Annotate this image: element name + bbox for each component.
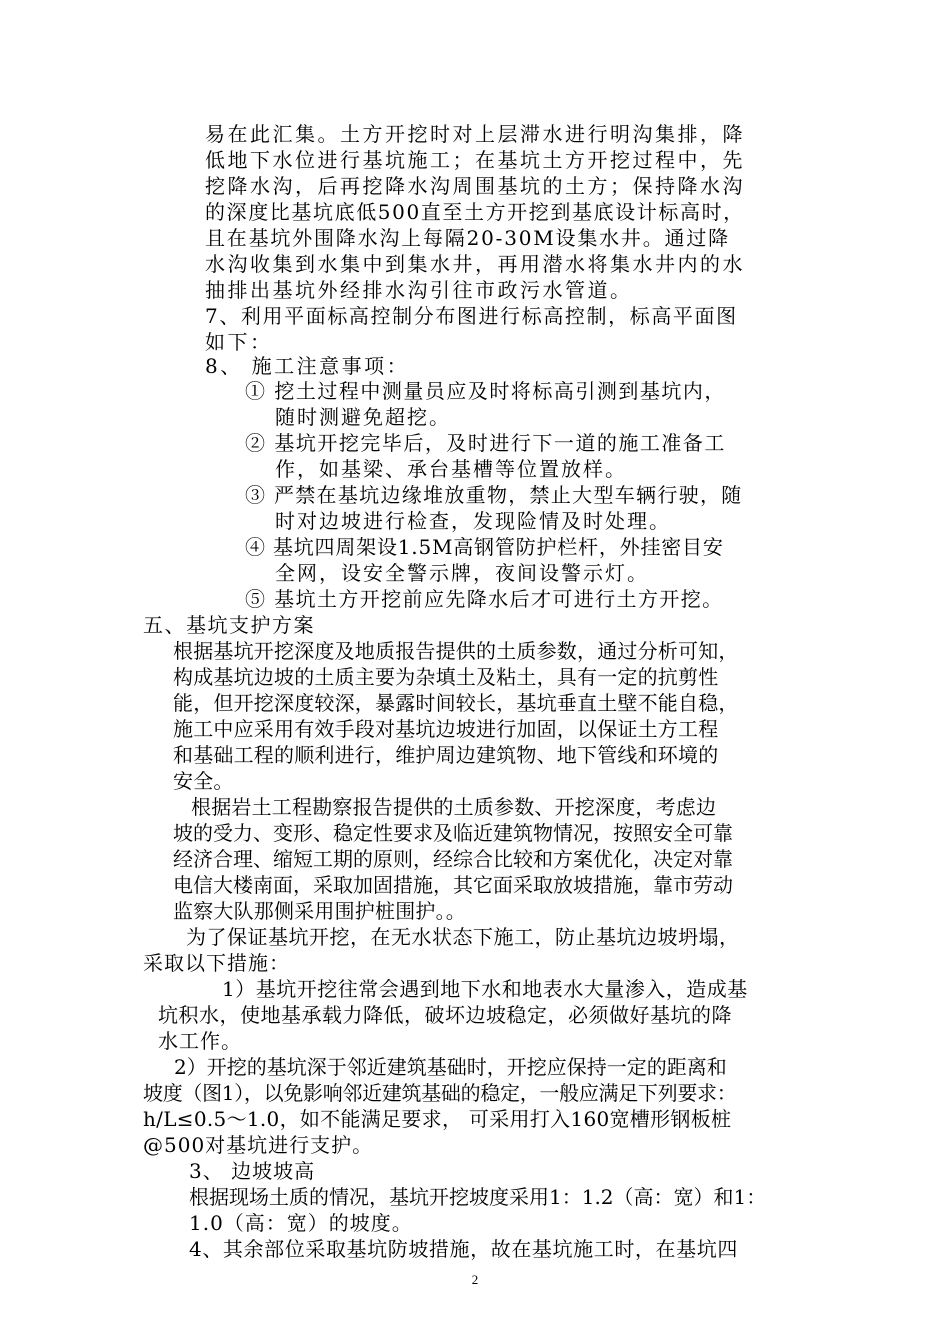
text-line: 根据基坑开挖深度及地质报告提供的土质参数，通过分析可知， — [173, 639, 739, 663]
text-line: 7、利用平面标高控制分布图进行标高控制，标高平面图 — [205, 304, 738, 328]
section-heading: 五、基坑支护方案 — [143, 613, 315, 637]
list-item: ① 挖土过程中测量员应及时将标高引测到基坑内， — [245, 379, 726, 403]
list-item: ② 基坑开挖完毕后，及时进行下一道的施工准备工 — [245, 431, 726, 455]
list-heading: 8、 施工注意事项： — [205, 354, 410, 378]
text-line: 坡度（图1），以免影响邻近建筑基础的稳定，一般应满足下列要求： — [143, 1081, 737, 1105]
text-line: 和基础工程的顺利进行，维护周边建筑物、地下管线和环境的 — [173, 743, 719, 767]
text-line: 易在此汇集。土方开挖时对上层滞水进行明沟集排，降 — [205, 122, 745, 146]
text-line: 根据现场土质的情况，基坑开挖坡度采用1：1.2（高：宽）和1： — [189, 1185, 767, 1209]
text-line: 坑积水，使地基承载力降低，破坏边坡稳定，必须做好基坑的降 — [158, 1003, 732, 1027]
text-line: 1）基坑开挖往常会遇到地下水和地表水大量渗入，造成基 — [222, 977, 748, 1001]
text-line: 如下： — [205, 330, 273, 354]
text-line: 施工中应采用有效手段对基坑边坡进行加固，以保证土方工程 — [173, 717, 719, 741]
list-item-continuation: 时对边坡进行检查，发现险情及时处理。 — [275, 509, 671, 533]
text-line: 抽排出基坑外经排水沟引往市政污水管道。 — [205, 278, 633, 302]
text-line: 坡的受力、变形、稳定性要求及临近建筑物情况，按照安全可靠 — [173, 821, 733, 845]
list-item: ⑤ 基坑土方开挖前应先降水后才可进行土方开挖。 — [245, 587, 724, 611]
text-line: 经济合理、缩短工期的原则，经综合比较和方案优化，决定对靠 — [173, 847, 733, 871]
text-line: 根据岩土工程勘察报告提供的土质参数、开挖深度，考虑边 — [191, 795, 717, 819]
text-line: 水沟收集到水集中到集水井，再用潜水将集水井内的水 — [205, 252, 745, 276]
text-line: h/L≤0.5～1.0，如不能满足要求， 可采用打入160宽槽形钢板桩 — [143, 1107, 732, 1131]
text-line: 采取以下措施： — [143, 951, 290, 975]
text-line: 2）开挖的基坑深于邻近建筑基础时，开挖应保持一定的距离和 — [174, 1055, 727, 1079]
text-line: 4、其余部位采取基坑防坡措施，故在基坑施工时，在基坑四 — [189, 1237, 738, 1261]
list-item: ③ 严禁在基坑边缘堆放重物，禁止大型车辆行驶，随 — [245, 483, 743, 507]
subsection-heading: 3、 边坡坡高 — [189, 1159, 316, 1183]
list-item-continuation: 全网，设安全警示牌，夜间设警示灯。 — [275, 561, 649, 585]
text-line: 电信大楼南面，采取加固措施，其它面采取放坡措施，靠市劳动 — [173, 873, 733, 897]
text-line: 低地下水位进行基坑施工；在基坑土方开挖过程中，先 — [205, 148, 745, 172]
text-line: 为了保证基坑开挖，在无水状态下施工，防止基坑边坡坍塌， — [186, 925, 740, 949]
text-line: 挖降水沟，后再挖降水沟周围基坑的土方；保持降水沟 — [205, 174, 745, 198]
text-line: 能，但开挖深度较深，暴露时间较长，基坑垂直土壁不能自稳， — [173, 691, 739, 715]
text-line: 的深度比基坑底低500直至土方开挖到基底设计标高时， — [205, 200, 745, 224]
text-line: 且在基坑外围降水沟上每隔20-30M设集水井。通过降 — [205, 226, 730, 250]
list-item-continuation: 随时测避免超挖。 — [275, 405, 451, 429]
list-item-continuation: 作，如基梁、承台基槽等位置放样。 — [275, 457, 627, 481]
page-number: 2 — [471, 1272, 479, 1287]
text-line: @500对基坑进行支护。 — [143, 1133, 374, 1157]
text-line: 构成基坑边坡的土质主要为杂填土及粘土，具有一定的抗剪性 — [173, 665, 719, 689]
list-item: ④ 基坑四周架设1.5M高钢管防护栏杆，外挂密目安 — [245, 535, 724, 559]
text-line: 1.0（高：宽）的坡度。 — [189, 1211, 413, 1235]
text-line: 安全。 — [173, 769, 234, 793]
text-line: 监察大队那侧采用围护桩围护。。 — [173, 899, 466, 923]
text-line: 水工作。 — [158, 1029, 242, 1053]
